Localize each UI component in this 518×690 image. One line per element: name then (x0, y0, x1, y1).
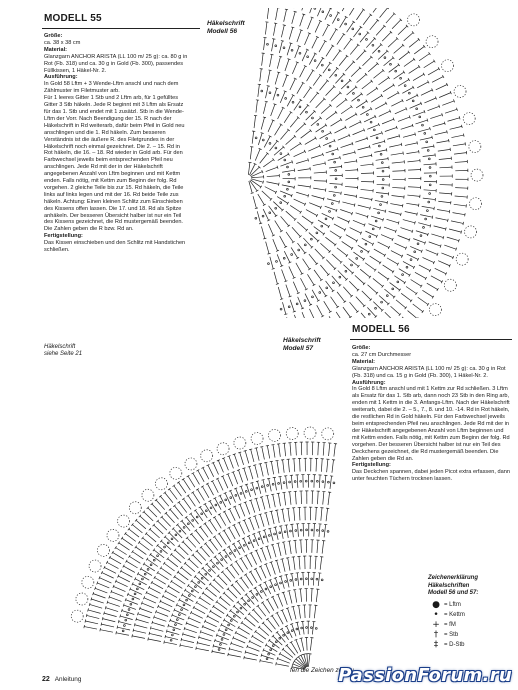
note-line-1: Häkelschrift (44, 344, 76, 350)
chart-stitches (71, 427, 337, 669)
legend-label: = Lftm (444, 601, 461, 608)
header-rule-56 (350, 339, 512, 340)
instruction-paragraph (44, 95, 188, 233)
header-rule-55 (42, 28, 200, 29)
instruction-heading: Ausführung: (44, 74, 78, 81)
instruction-heading: Ausführung: (352, 379, 386, 386)
legend-label: = D-Stb (444, 641, 465, 648)
legend-symbol-icon: † (433, 629, 439, 640)
watermark-logo: PassionForum.ru (338, 665, 512, 686)
instruction-heading: Fertigstellung: (352, 462, 391, 469)
legend-symbol-icon: • (433, 609, 439, 620)
modell-56-title: MODELL 56 (352, 324, 410, 335)
instruction-paragraph (44, 233, 188, 254)
legend-title-line-2: Häkelschriften (428, 582, 470, 589)
legend-item (428, 641, 512, 651)
instruction-text: Glanzgarn ANCHOR ARISTA (LL 100 m/ 25 g): ca. 30 g in Rot (Fb. 318) und ca. 15 g in Gold (Fb. 300), 1 Häkel-Nr. 2. (352, 365, 506, 379)
caption-57-line-2: Modell 57 (283, 345, 314, 352)
instruction-heading: Größe: (352, 345, 371, 351)
legend-items (428, 601, 512, 651)
caption-56-line-2: Modell 56 (207, 28, 238, 35)
legend-title (428, 575, 512, 598)
legend-label: = Kettm (444, 611, 465, 618)
legend-symbol-icon: ● (432, 599, 440, 610)
legend-symbol-icon: + (432, 619, 440, 630)
page-footer (42, 676, 81, 683)
instruction-text: Das Deckchen spannen, dabei jeden Picot extra erfassen, dann unter feuchten Tüchern trocknen lassen. (352, 469, 510, 483)
legend-label: = fM (444, 621, 456, 628)
instruction-text: ca. 27 cm Durchmesser (352, 351, 412, 358)
instruction-heading: Material: (352, 358, 376, 365)
legend-title-line-3: Modell 56 und 57: (428, 590, 479, 597)
instruction-paragraph (44, 33, 188, 47)
crochet-chart-56 (188, 8, 518, 318)
instruction-paragraph (352, 345, 512, 359)
legend-item (428, 601, 512, 611)
caption-56-line-1: Häkelschrift (207, 20, 245, 27)
legend-label: = Stb (444, 631, 459, 638)
legend-item (428, 611, 512, 621)
legend-title-line-1: Zeichenerklärung (428, 575, 479, 581)
modell-56-instructions (352, 345, 512, 483)
footer-label: Anleitung (54, 676, 82, 683)
symbol-legend (428, 575, 512, 651)
instruction-heading: Material: (44, 46, 68, 53)
instruction-text: In Gold 8 Lftm anschl und mit 1 Kettm zur Rd schließen. 3 Lftm als Ersatz für das 1. Stb arb, dann noch 23 Stb in den Ring arb, enden mit 1 Kettm in die 3. Anfangs-Lftm. Nach der Häkelschrift weiterarb, dabei die 2. – 5., 7., 8. und 10. -14. Rd in Rot häkeln, die restlichen Rd in Gold häkeln. Für den Farbwechsel jeweils beim entsprechenden Pfeil neu anschlingen. Jede Rd mit der in der Häkelschrift angegebenen Anzahl von Lftm beginnen und mit Kettm enden. Falls nötig, mit Kettm zum Beginn der folg. Rd vorgehen. Der besseren Übersicht halber ist nur ein Teil des Deckchens gezeichnet, die Rd mustergemäß beenden. Die Zahlen geben die Rd an. (352, 386, 510, 462)
page-number: 22 (42, 676, 50, 683)
instruction-paragraph (352, 359, 512, 380)
legend-item (428, 631, 512, 641)
instruction-text: ca. 38 x 38 cm (44, 39, 81, 46)
instruction-heading: Größe: (44, 33, 63, 39)
instruction-text: Glanzgarn ANCHOR ARISTA (LL 100 m/ 25 g): ca. 80 g in Rot (Fb. 318) und ca. 30 g in Gold (Fb. 300), passendes Füllkissen, 1 Häkel-Nr. 2. (44, 53, 188, 74)
legend-item (428, 621, 512, 631)
note-line-2: siehe Seite 21 (44, 351, 83, 358)
instruction-paragraph (352, 462, 512, 483)
instruction-paragraph (44, 74, 188, 95)
crochet-chart-57 (38, 325, 358, 670)
instruction-heading: Fertigstellung: (44, 233, 83, 240)
modell-55-instructions (44, 33, 188, 254)
instruction-paragraph (44, 47, 188, 75)
legend-symbol-icon: ‡ (433, 639, 439, 650)
chart-stitches (248, 8, 483, 318)
instruction-text: Das Kissen einschieben und den Schlitz mit Handstichen schließen. (44, 240, 186, 254)
instruction-text: In Gold 58 Lftm + 3 Wende-Lftm anschl und nach dem Zählmuster im Filetmuster arb. (44, 81, 179, 95)
instruction-paragraph (352, 380, 512, 463)
bottom-text-fragment: fen die Zeichen zus, w (290, 667, 354, 674)
caption-57-line-1: Häkelschrift (283, 337, 321, 344)
instruction-text: Für 1 leeres Gitter 1 Stb und 2 Lftm arb, für 1 gefülltes Gitter 3 Stb häkeln. Jede R beginnt mit 3 Lftm als Ersatz für das 1. Stb und endet mit 1 zusätzl. Stb in die Wende-Lftm der Vorr. Nach Beendigung der 15. R nach der Häkelschrift in Rd weiterarb, dafür beim Pfeil in Gold neu anschlingen und die 1. Rd häkeln. Zum besseren Verständnis ist die äußere R. des Filetgrundes in der Häkelschrift noch einmal gezeichnet. Die 2. – 15. Rd in Rot häkeln, die 16. – 18. Rd wieder in Gold arb. Für den Farbwechsel jeweils beim entsprechenden Pfeil neu anschlingen. Jede Rd mit der in der Häkelschrift angegebenen Anzahl von Lftm beginnen und mit Kettm enden. Falls nötig, mit Kettm zum Beginn der folg. Rd vorgehen. 2 gleiche Teile bis zur 15. Rd häkeln, die Teile links auf links legen und mit der 16. Rd beide Teile zus häkeln. Achtung: Einen kleinen Schlitz zum Einschieben des Kissens offen lassen. Die 17. und 18. Rd als Spitze anhäkeln. Der besseren Übersicht halber ist nur ein Teil des Kissens gezeichnet, die Rd mustergemäß beenden. Die Zahlen geben die R bzw. Rd an. (44, 95, 185, 233)
modell-55-title: MODELL 55 (44, 13, 102, 24)
